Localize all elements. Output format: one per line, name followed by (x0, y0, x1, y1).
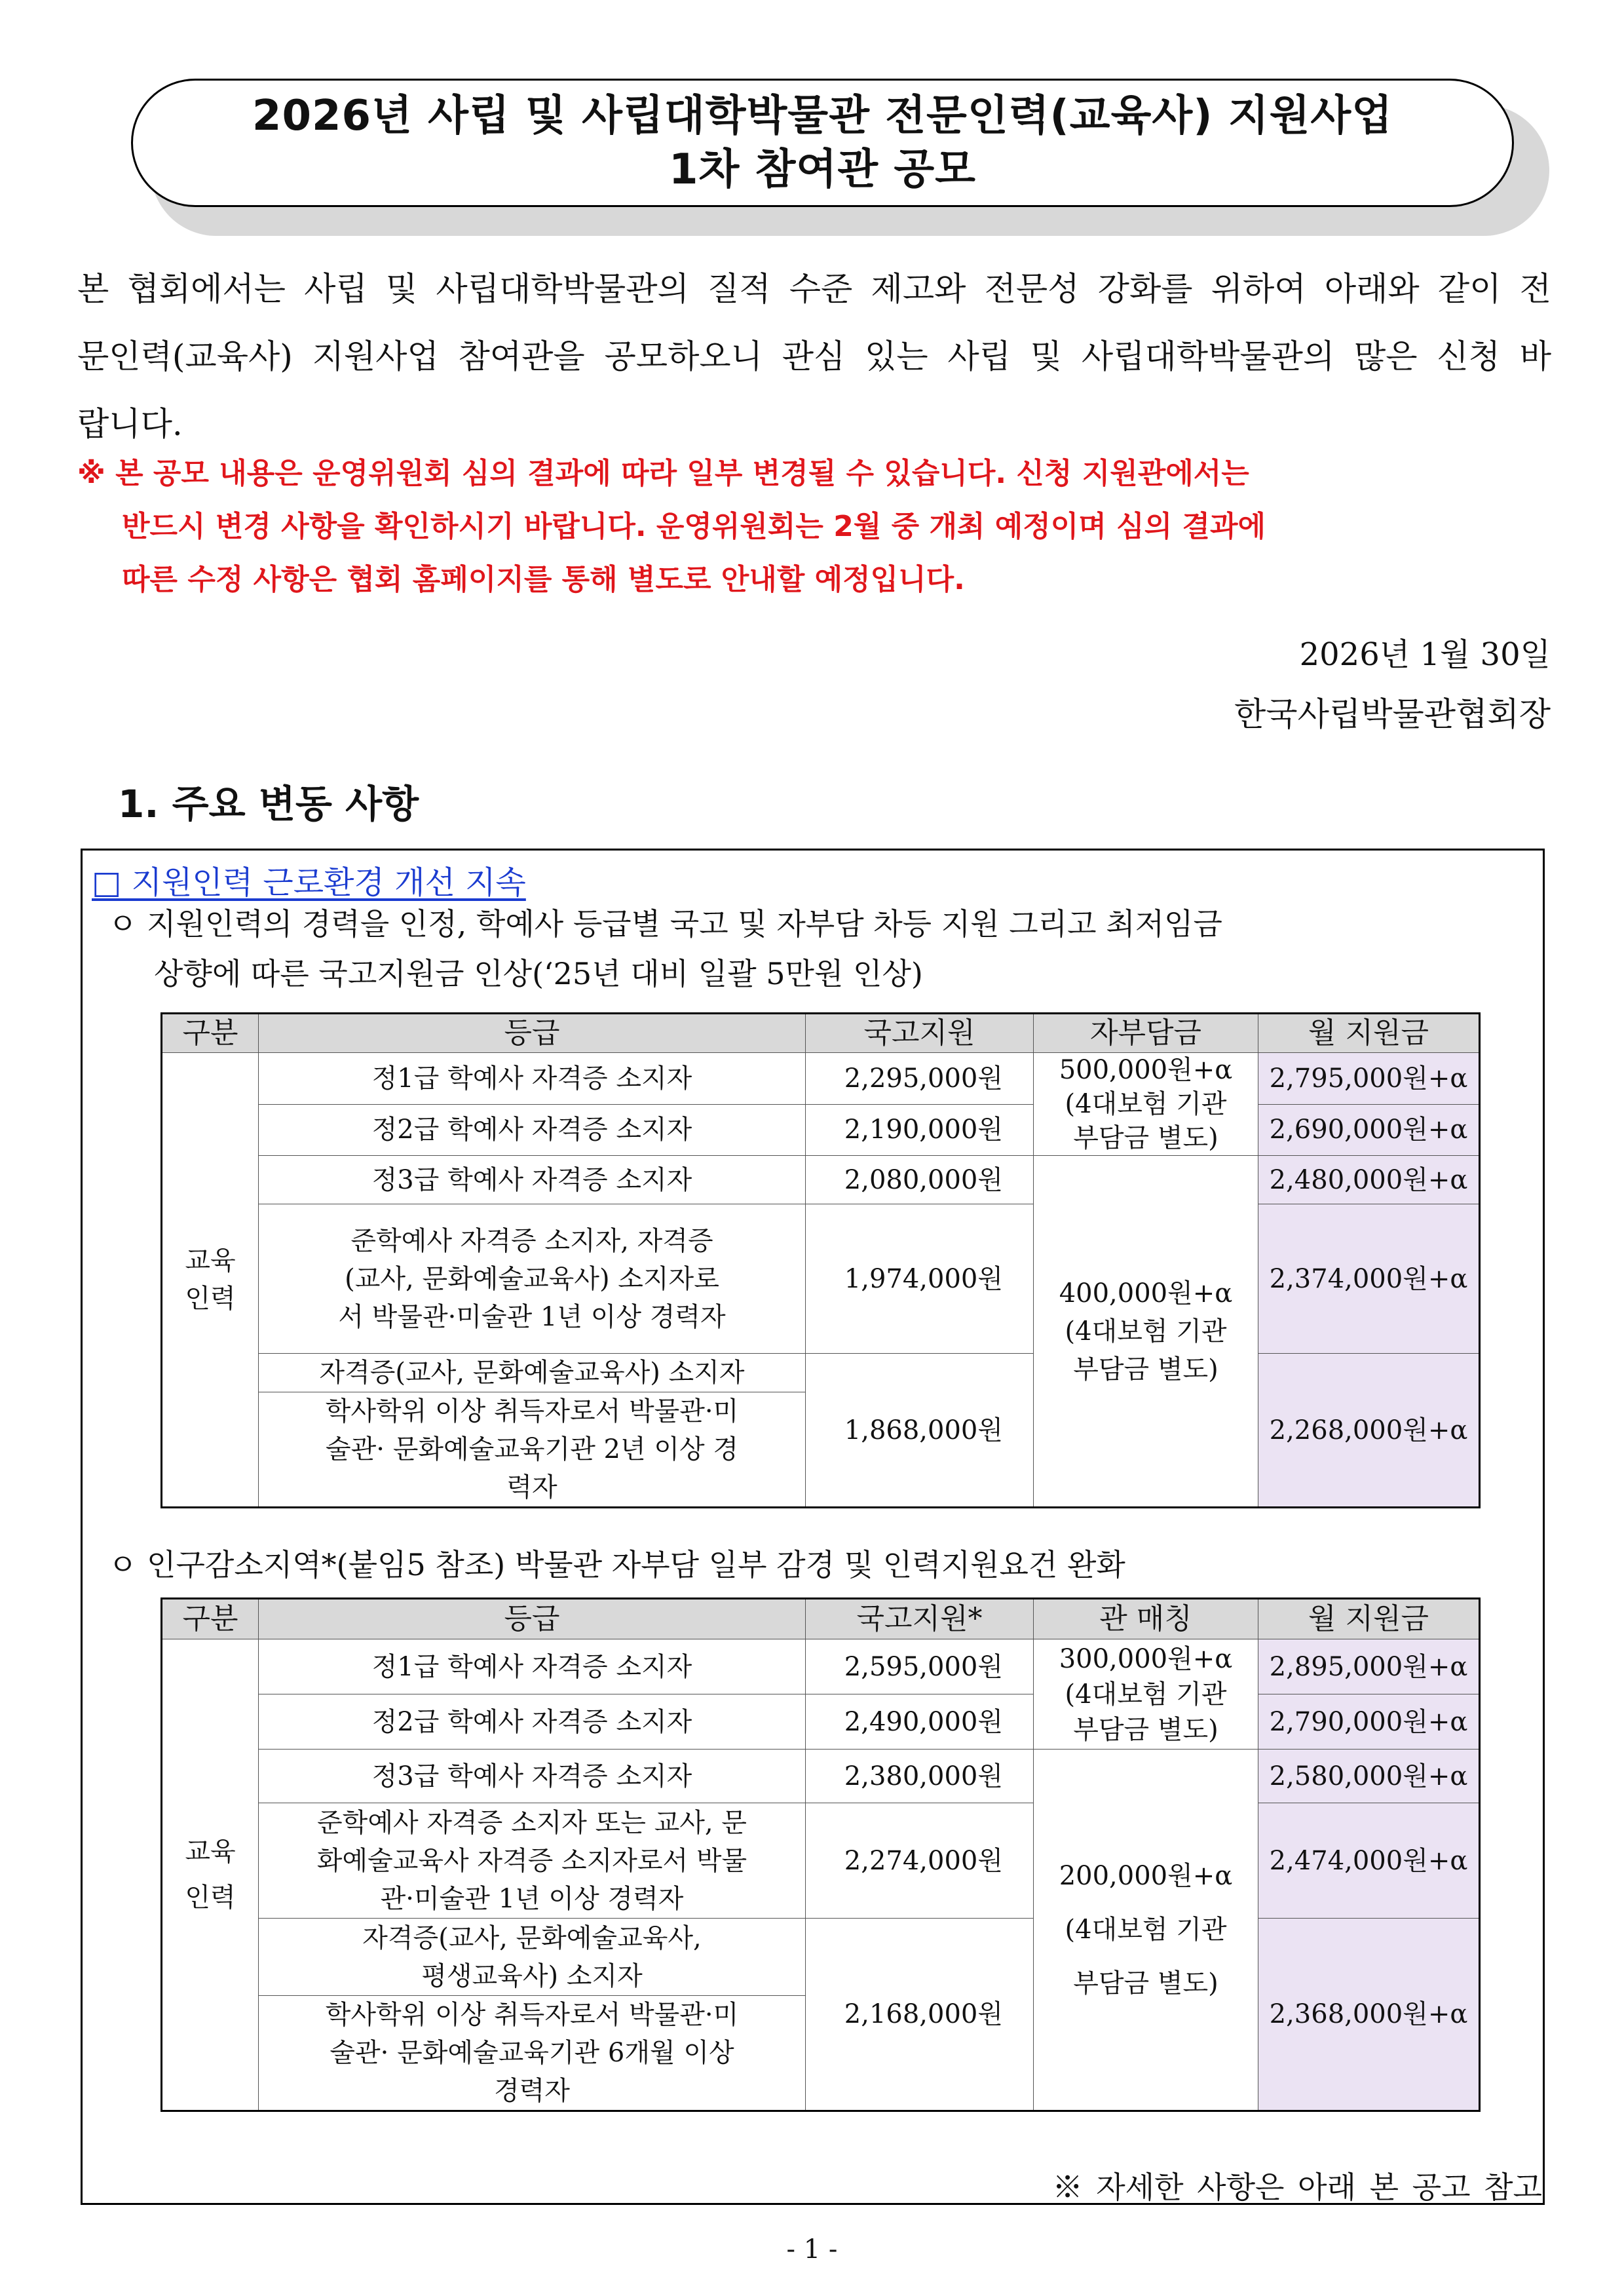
support-cell: 2,168,000원 (806, 1919, 1034, 2111)
section-heading: 1. 주요 변동 사항 (118, 782, 419, 826)
support-cell: 1,868,000원 (806, 1354, 1034, 1508)
header-national-support: 국고지원 (806, 1014, 1034, 1053)
monthly-cell: 2,474,000원+α (1258, 1803, 1480, 1919)
support-cell: 2,274,000원 (806, 1803, 1034, 1919)
support-cell: 2,380,000원 (806, 1750, 1034, 1803)
header-grade: 등급 (259, 1014, 806, 1053)
grade-cell: 정3급 학예사 자격증 소지자 (259, 1750, 806, 1803)
table-header-row (162, 1599, 1480, 1639)
title-line-2: 1차 참여관 공모 (668, 145, 977, 194)
header-national-support: 국고지원* (806, 1599, 1034, 1639)
notice-line: 따른 수정 사항은 협회 홈페이지를 통해 별도로 안내할 예정입니다. (122, 563, 965, 596)
grade-cell: 학사학위 이상 취득자로서 박물관·미술관· 문화예술교육기관 6개월 이상 경력자 (259, 1996, 806, 2111)
category-cell: 교육 인력 (162, 1639, 259, 2111)
notice-line: ※ 본 공모 내용은 운영위원회 심의 결과에 따라 일부 변경될 수 있습니다. 신청 지원관에서는 (77, 457, 1249, 490)
monthly-cell: 2,368,000원+α (1258, 1919, 1480, 2111)
header-monthly: 월 지원금 (1258, 1014, 1480, 1053)
grade-cell: 자격증(교사, 문화예술교육사) 소지자 (259, 1354, 806, 1392)
header-self-pay: 자부담금 (1034, 1014, 1258, 1053)
subsection-heading: □ 지원인력 근로환경 개선 지속 (92, 864, 526, 901)
bullet-line: ㅇ 지원인력의 경력을 인정, 학예사 등급별 국고 및 자부담 차등 지원 그리고 최저임금 (108, 906, 1222, 942)
table-row (162, 1639, 1480, 1694)
bullet-item-2: ㅇ 인구감소지역*(붙임5 참조) 박물관 자부담 일부 감경 및 인력지원요건 완화 (108, 1547, 1125, 1582)
header-monthly: 월 지원금 (1258, 1599, 1480, 1639)
table-header-row (162, 1014, 1480, 1053)
table-row (162, 1156, 1480, 1204)
grade-cell: 학사학위 이상 취득자로서 박물관·미술관· 문화예술교육기관 2년 이상 경력자 (259, 1392, 806, 1508)
reference-note: ※ 자세한 사항은 아래 본 공고 참고 (1052, 2170, 1542, 2205)
grade-cell: 정3급 학예사 자격증 소지자 (259, 1156, 806, 1204)
header-matching: 관 매칭 (1034, 1599, 1258, 1639)
table-row (162, 1750, 1480, 1803)
matching-cell: 200,000원+α (4대보험 기관 부담금 별도) (1034, 1750, 1258, 2111)
table-row (162, 1053, 1480, 1105)
grade-cell: 자격증(교사, 문화예술교육사, 평생교육사) 소지자 (259, 1919, 806, 1996)
title-line-1: 2026년 사립 및 사립대학박물관 전문인력(교육사) 지원사업 (252, 92, 1393, 140)
bullet-item-1 (108, 899, 1222, 999)
page-number: - 1 - (786, 2234, 838, 2265)
header-category: 구분 (162, 1599, 259, 1639)
header-grade: 등급 (259, 1599, 806, 1639)
title-banner (131, 79, 1514, 207)
monthly-cell: 2,480,000원+α (1258, 1156, 1480, 1204)
notice-line: 반드시 변경 사항을 확인하시기 바랍니다. 운영위원회는 2월 중 개최 예정이며 심의 결과에 (122, 510, 1266, 543)
announcement-date: 2026년 1월 30일 (1299, 636, 1551, 673)
table-row (162, 1694, 1480, 1750)
notice-paragraph (77, 447, 1551, 606)
table-row (162, 1803, 1480, 1919)
grade-cell: 준학예사 자격증 소지자 또는 교사, 문화예술교육사 자격증 소지자로서 박물관·미술관 1년 이상 경력자 (259, 1803, 806, 1919)
support-cell: 2,490,000원 (806, 1694, 1034, 1750)
monthly-cell: 2,795,000원+α (1258, 1053, 1480, 1105)
organization-name: 한국사립박물관협회장 (1234, 695, 1551, 733)
matching-cell: 300,000원+α (4대보험 기관 부담금 별도) (1034, 1639, 1258, 1750)
support-cell: 2,080,000원 (806, 1156, 1034, 1204)
monthly-cell: 2,790,000원+α (1258, 1694, 1480, 1750)
support-cell: 2,595,000원 (806, 1639, 1034, 1694)
monthly-cell: 2,690,000원+α (1258, 1104, 1480, 1156)
monthly-cell: 2,580,000원+α (1258, 1750, 1480, 1803)
table-row (162, 1204, 1480, 1354)
monthly-cell: 2,374,000원+α (1258, 1204, 1480, 1354)
support-table-1 (161, 1012, 1481, 1508)
grade-cell: 정1급 학예사 자격증 소지자 (259, 1639, 806, 1694)
grade-cell: 정1급 학예사 자격증 소지자 (259, 1053, 806, 1105)
monthly-cell: 2,895,000원+α (1258, 1639, 1480, 1694)
table-row (162, 1354, 1480, 1392)
grade-cell: 정2급 학예사 자격증 소지자 (259, 1694, 806, 1750)
grade-cell: 정2급 학예사 자격증 소지자 (259, 1104, 806, 1156)
grade-cell: 준학예사 자격증 소지자, 자격증(교사, 문화예술교육사) 소지자로서 박물관·미술관 1년 이상 경력자 (259, 1204, 806, 1354)
support-table-2 (161, 1598, 1481, 2112)
self-pay-cell: 400,000원+α (4대보험 기관 부담금 별도) (1034, 1156, 1258, 1508)
monthly-cell: 2,268,000원+α (1258, 1354, 1480, 1508)
category-cell: 교육 인력 (162, 1053, 259, 1508)
intro-paragraph: 본 협회에서는 사립 및 사립대학박물관의 질적 수준 제고와 전문성 강화를 위하여 아래와 같이 전문인력(교육사) 지원사업 참여관을 공모하오니 관심 있는 사립 및 사립대학박물관의 많은 신청 바랍니다. (77, 270, 1551, 443)
table-row (162, 1919, 1480, 1996)
support-cell: 2,190,000원 (806, 1104, 1034, 1156)
support-cell: 1,974,000원 (806, 1204, 1034, 1354)
table-row (162, 1104, 1480, 1156)
self-pay-cell: 500,000원+α (4대보험 기관 부담금 별도) (1034, 1053, 1258, 1156)
header-category: 구분 (162, 1014, 259, 1053)
bullet-line: 상향에 따른 국고지원금 인상(‘25년 대비 일괄 5만원 인상) (154, 956, 923, 991)
support-cell: 2,295,000원 (806, 1053, 1034, 1105)
